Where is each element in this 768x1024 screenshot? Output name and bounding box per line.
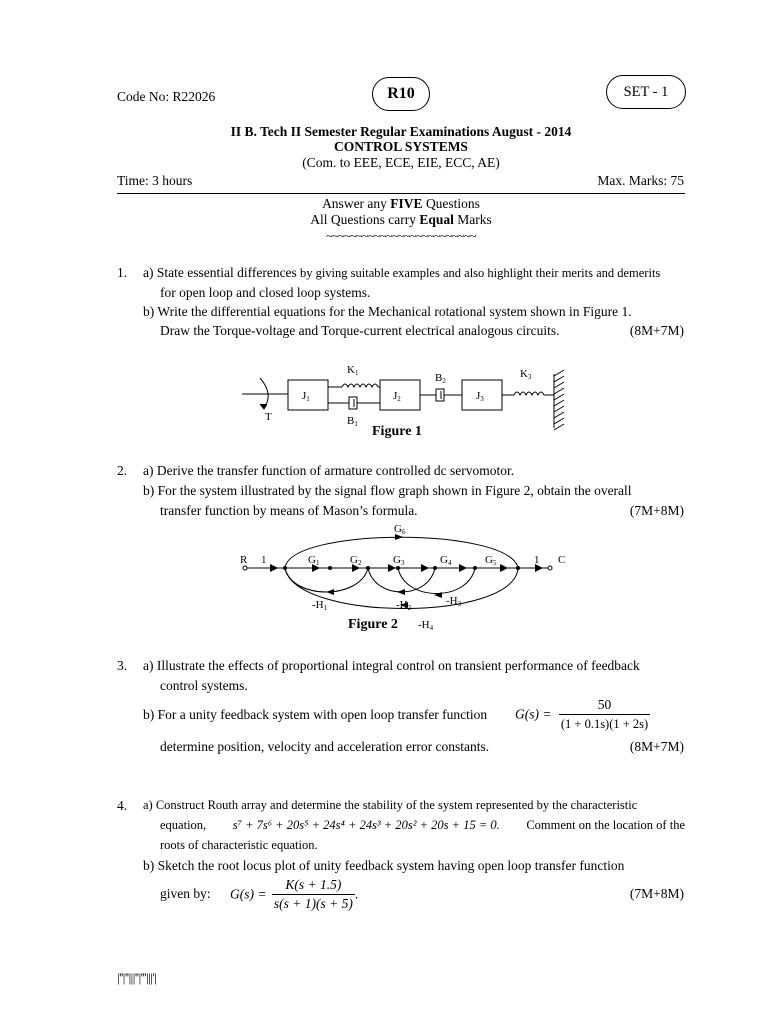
exam-title: II B. Tech II Semester Regular Examinations August - 2014	[230, 124, 572, 139]
figure-1-mechanical-system	[230, 360, 580, 450]
fig1-b1-label: B1	[347, 415, 358, 428]
q4-part-a-line3: roots of characteristic equation.	[160, 838, 318, 852]
q1-part-a-line1: a) State essential differences by giving suitable examples and also highlight their merits and demerits	[143, 265, 661, 280]
q1-number: 1.	[117, 265, 128, 280]
fig2-one-right: 1	[534, 554, 540, 566]
fig1-j1-label: J1	[302, 390, 310, 403]
q3-part-b-line2: determine position, velocity and acceleration error constants.	[160, 739, 490, 754]
fig1-j2-label: J2	[393, 390, 401, 403]
set-badge	[606, 75, 686, 109]
regulation-badge	[372, 77, 430, 111]
fig2-h3: -H3	[446, 595, 462, 608]
header-divider	[117, 193, 685, 194]
footer-barcode: |''|''|||''|'''|||'|	[117, 970, 157, 985]
q3-part-a-line1: a) Illustrate the effects of proportional integral control on transient performance of feedback	[143, 658, 640, 673]
fig2-g5: G5	[485, 554, 497, 567]
tilde-separator: ~~~~~~~~~~~~~~~~~~~~~~~~~	[326, 229, 476, 243]
q2-part-a: a) Derive the transfer function of armature controlled dc servomotor.	[143, 463, 515, 478]
fig1-b2-label: B2	[435, 372, 446, 385]
q4-characteristic-equation: s⁷ + 7s⁶ + 20s⁵ + 24s⁴ + 24s³ + 20s² + 20s + 15 = 0.	[232, 818, 500, 832]
q4-part-b-line1: b) Sketch the root locus plot of unity feedback system having open loop transfer function	[143, 858, 625, 873]
fig2-one-left: 1	[261, 554, 267, 566]
regulation-label: R10	[387, 85, 415, 102]
fig2-h1: -H1	[312, 599, 328, 612]
q1-part-b-line1: b) Write the differential equations for the Mechanical rotational system shown in Figure 1.	[143, 304, 632, 319]
set-label: SET - 1	[623, 83, 669, 100]
q4-given-by: given by:	[160, 886, 211, 901]
fig2-r-label: R	[240, 554, 248, 566]
fig2-c-label: C	[558, 554, 566, 566]
q3-transfer-function: G(s) = $\frac{50}{(1 + 0.1s)(1 + 2s)}$	[515, 697, 649, 731]
fig1-t-label: T	[265, 411, 272, 423]
code-number: Code No: R22026	[117, 89, 216, 104]
fig2-h2: -H2	[396, 599, 412, 612]
q1-marks: (8M+7M)	[629, 323, 684, 338]
fig2-g1: G1	[308, 554, 320, 567]
q2-part-b-line2: transfer function by means of Mason’s formula.	[160, 503, 418, 518]
q2-marks: (7M+8M)	[629, 503, 684, 518]
fig2-g6: G6	[394, 523, 406, 536]
q1-part-a-line2: for open loop and closed loop systems.	[160, 285, 371, 300]
fig2-g4: G4	[440, 554, 452, 567]
q4-part-a-line1: a) Construct Routh array and determine the stability of the system represented by the characteristic	[143, 798, 638, 812]
fig1-caption: Figure 1	[372, 424, 422, 439]
q3-marks: (8M+7M)	[629, 739, 684, 754]
exam-time: Time: 3 hours	[117, 173, 193, 188]
q2-number: 2.	[117, 463, 128, 478]
fig1-k1-label: K1	[347, 364, 359, 377]
q2-part-b-line1: b) For the system illustrated by the signal flow graph shown in Figure 2, obtain the overall	[143, 483, 632, 498]
q3-number: 3.	[117, 658, 128, 673]
fig1-k3-label: K3	[520, 368, 532, 381]
q4-number: 4.	[117, 798, 128, 813]
branches: (Com. to EEE, ECE, EIE, ECC, AE)	[302, 155, 500, 170]
fig1-j3-label: J3	[476, 390, 484, 403]
subject-title: CONTROL SYSTEMS	[334, 139, 468, 154]
fig2-h4: -H4	[418, 619, 434, 632]
fig2-g2: G2	[350, 554, 362, 567]
q3-part-b-line1: b) For a unity feedback system with open loop transfer function	[143, 707, 488, 722]
instruction-five: Answer any FIVE Questions	[322, 196, 480, 211]
instruction-equal: All Questions carry Equal Marks	[310, 212, 492, 227]
q4-transfer-function: G(s) = $\frac{K(s + 1.5)}{s(s + 1)(s + 5)}$ .	[230, 877, 359, 911]
fig2-caption: Figure 2	[348, 617, 398, 632]
fig2-g3: G3	[393, 554, 405, 567]
q3-part-a-line2: control systems.	[160, 678, 248, 693]
max-marks: Max. Marks: 75	[597, 173, 684, 188]
q4-marks: (7M+8M)	[629, 886, 684, 901]
figure-2-signal-flow-graph	[230, 522, 580, 637]
q1-part-b-line2: Draw the Torque-voltage and Torque-current electrical analogous circuits.	[160, 323, 560, 338]
q4-part-a-equation-line: equation, s⁷ + 7s⁶ + 20s⁵ + 24s⁴ + 24s³ + 20s² + 20s + 15 = 0. Comment on the location of the	[160, 818, 685, 832]
